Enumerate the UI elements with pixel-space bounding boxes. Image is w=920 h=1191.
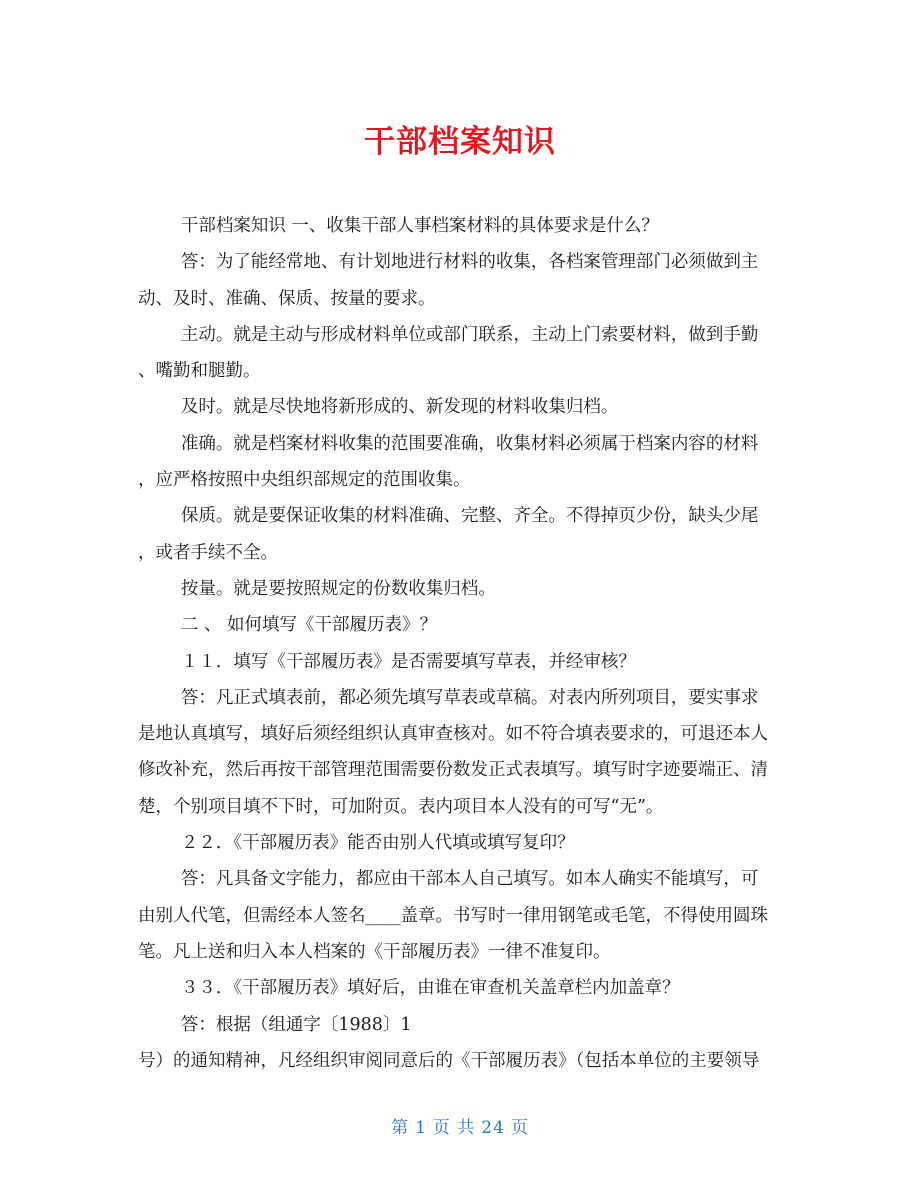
text-line: 由别人代笔，但需经本人签名____盖章。书写时一律用钢笔或毛笔，不得使用圆珠 xyxy=(138,905,768,926)
text-line: 答：凡具备文字能力，都应由干部本人自己填写。如本人确实不能填写，可 xyxy=(180,869,759,890)
text-line: １１．填写《干部履历表》是否需要填写草表，并经审核？ xyxy=(180,651,636,672)
footer-prefix: 第 xyxy=(391,1118,410,1138)
footer-suffix: 页 xyxy=(510,1118,529,1138)
page-number: 1 xyxy=(415,1118,427,1138)
total-pages: 24 xyxy=(481,1118,505,1138)
text-line: ３３．《干部履历表》填好后，由谁在审查机关盖章栏内加盖章？ xyxy=(180,978,680,999)
text-line: 答：根据（组通字〔1988〕1 xyxy=(180,1014,412,1035)
page-footer xyxy=(0,1113,920,1138)
text-line: ２２．《干部履历表》能否由别人代填或填写复印？ xyxy=(180,833,575,854)
document-body xyxy=(138,208,786,1079)
text-line: ，应严格按照中央组织部规定的范围收集。 xyxy=(138,470,471,491)
text-line: 修改补充，然后再按干部管理范围需要份数发正式表填写。填写时字迹要端正、清 xyxy=(138,760,768,781)
text-line: 保质。就是要保证收集的材料准确、完整、齐全。不得掉页少份，缺头少尾 xyxy=(180,506,759,527)
text-line: 主动。就是主动与形成材料单位或部门联系，主动上门索要材料，做到手勤 xyxy=(180,324,759,345)
text-line: 答：为了能经常地、有计划地进行材料的收集，各档案管理部门必须做到主 xyxy=(180,252,759,273)
text-line: 及时。就是尽快地将新形成的、新发现的材料收集归档。 xyxy=(180,397,619,418)
text-line: 笔。凡上送和归入本人档案的《干部履历表》一律不准复印。 xyxy=(138,941,611,962)
text-line: 答：凡正式填表前，都必须先填写草表或草稿。对表内所列项目，要实事求 xyxy=(180,687,759,708)
text-line: 、嘴勤和腿勤。 xyxy=(138,361,261,382)
document-title: 干部档案知识 xyxy=(364,124,556,160)
text-line: 干部档案知识 一、收集干部人事档案材料的具体要求是什么？ xyxy=(180,216,659,236)
text-line: 楚，个别项目填不下时，可加附页。表内项目本人没有的可写“无”。 xyxy=(138,796,664,817)
text-line: 按量。就是要按照规定的份数收集归档。 xyxy=(180,578,496,599)
text-line: 准确。就是档案材料收集的范围要准确，收集材料必须属于档案内容的材料 xyxy=(180,433,759,454)
text-line: ，或者手续不全。 xyxy=(138,542,278,563)
text-line: 动、及时、准确、保质、按量的要求。 xyxy=(138,288,436,309)
footer-mid: 页 共 xyxy=(432,1118,476,1138)
text-line: 号）的通知精神，凡经组织审阅同意后的《干部履历表》（包括本单位的主要领导 xyxy=(138,1050,760,1071)
text-line: 是地认真填写，填好后须经组织认真审查核对。如不符合填表要求的，可退还本人 xyxy=(138,724,768,745)
text-line: 二 、 如何填写《干部履历表》？ xyxy=(180,615,437,636)
